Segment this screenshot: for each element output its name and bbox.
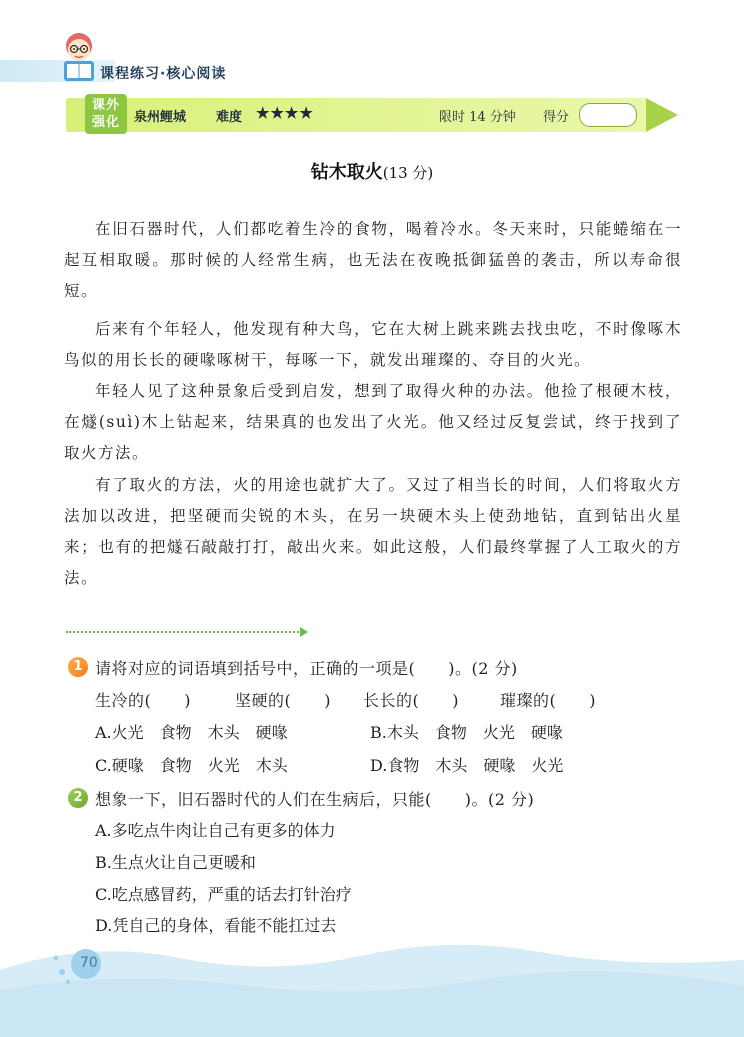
paragraph-1: 在旧石器时代，人们都吃着生冷的食物，喝着冷水。冬天来时，只能蜷缩在一起互相取暖。那时候的人经常生病，也无法在夜晚抵御猛兽的袭击，所以寿命很短。 <box>64 220 682 300</box>
q1-option-c[interactable]: C.硬喙 食物 火光 木头 <box>95 756 288 775</box>
paragraph-4: 有了取火的方法，火的用途也就扩大了。又过了相当长的时间，人们将取火方法加以改进，把坚硬而尖锐的木头，在另一块硬木头上使劲地钻，直到钻出火星来；也有的把燧石敲敲打打，敲出火来。如此这般，人们最终掌握了人工取火的方法。 <box>64 476 682 587</box>
paragraph-2: 后来有个年轻人，他发现有种大鸟，它在大树上跳来跳去找虫吃，不时像啄木鸟似的用长长的硬喙啄树干，每啄一下，就发出璀璨的、夺目的火光。 <box>64 320 682 369</box>
footer-wave <box>0 930 744 1037</box>
difficulty-label: 难度 <box>216 110 243 125</box>
difficulty-stars-icon: ★★★★ <box>256 104 314 122</box>
section-title: 课程练习·核心阅读 <box>100 66 227 82</box>
region-label: 泉州鲤城 <box>134 110 187 125</box>
score-label: 得分 <box>543 110 570 125</box>
question-2-number: 2 <box>68 788 88 808</box>
blank-3: 长长的( ) <box>363 691 459 710</box>
question-1-number: 1 <box>68 657 88 677</box>
section-divider <box>66 631 302 633</box>
q2-option-b[interactable]: B.生点火让自己更暖和 <box>95 853 256 872</box>
badge-line2: 强化 <box>91 115 120 130</box>
q2-option-a[interactable]: A.多吃点牛肉让自己有更多的体力 <box>95 821 336 840</box>
q1-option-d[interactable]: D.食物 木头 硬喙 火光 <box>370 756 564 775</box>
blank-4: 璀璨的( ) <box>500 691 596 710</box>
extra-practice-badge <box>85 94 127 134</box>
q2-option-c[interactable]: C.吃点感冒药，严重的话去打针治疗 <box>95 885 352 904</box>
question-2-prompt: 想象一下，旧石器时代的人们在生病后，只能( )。(2 分) <box>95 790 535 809</box>
blank-2: 坚硬的( ) <box>235 691 331 710</box>
question-1-prompt: 请将对应的词语填到括号中，正确的一项是( )。(2 分) <box>95 659 518 678</box>
divider-arrow-icon <box>300 627 308 637</box>
q2-option-d[interactable]: D.凭自己的身体，看能不能扛过去 <box>95 916 337 935</box>
blank-1: 生冷的( ) <box>95 691 191 710</box>
mascot-icon <box>52 28 106 84</box>
article-title-text: 钻木取火 <box>310 162 383 183</box>
exercise-banner <box>66 98 676 132</box>
article-title <box>0 158 744 184</box>
q1-option-a[interactable]: A.火光 食物 木头 硬喙 <box>95 723 288 742</box>
badge-line1: 课外 <box>91 98 120 113</box>
article-points: (13 分) <box>382 164 434 182</box>
score-field[interactable] <box>579 103 637 127</box>
paragraph-3: 年轻人见了这种景象后受到启发，想到了取得火种的办法。他捡了根硬木枝，在燧(suì)木上钻起来，结果真的也发出了火光。他又经过反复尝试，终于找到了取火方法。 <box>64 382 682 462</box>
q1-option-b[interactable]: B.木头 食物 火光 硬喙 <box>370 723 563 742</box>
time-limit: 限时 14 分钟 <box>439 110 516 125</box>
page-number: 70 <box>80 955 98 971</box>
banner-arrow <box>646 98 678 132</box>
